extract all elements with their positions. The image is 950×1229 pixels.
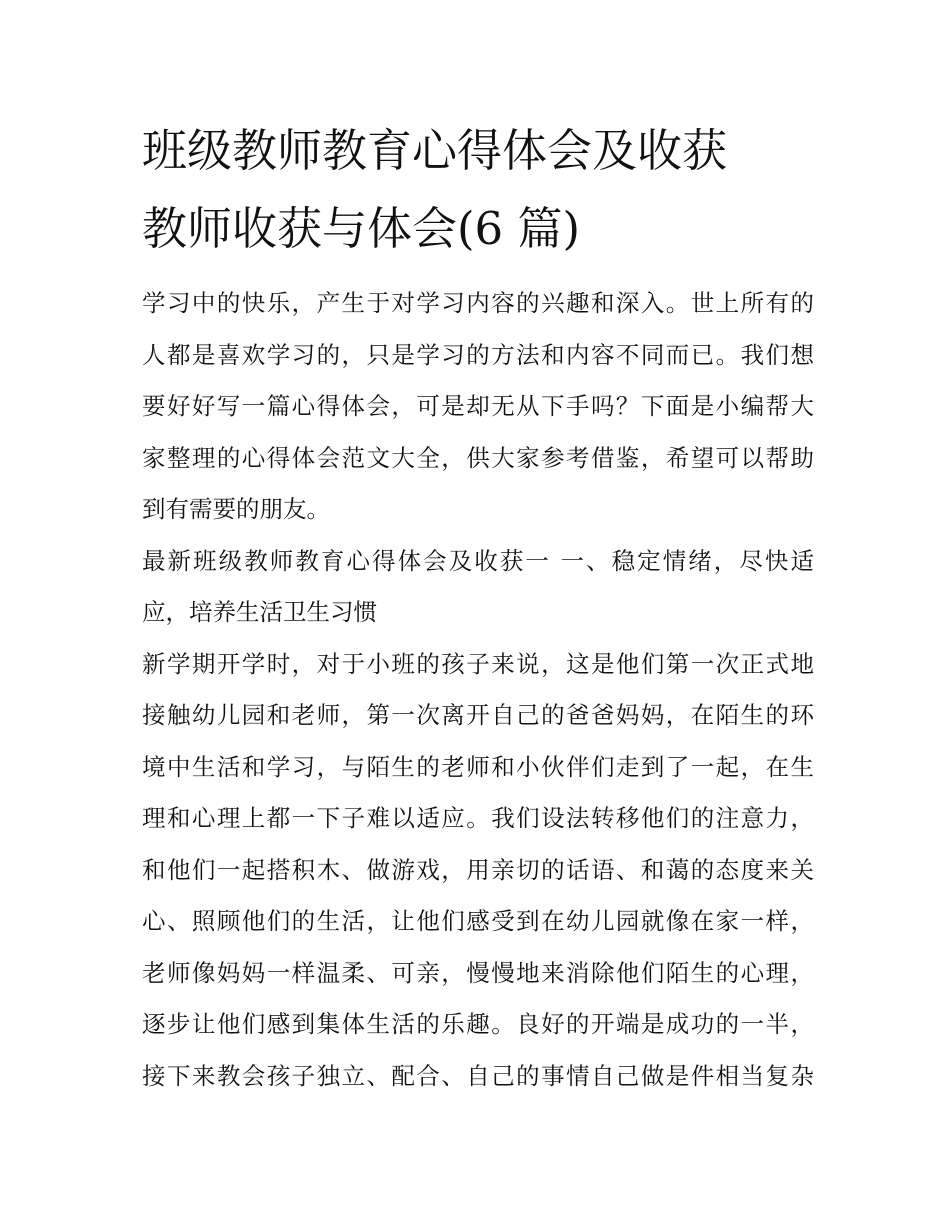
document-title-line-1: 班级教师教育心得体会及收获 [142,124,728,177]
text-line: 学习中的快乐，产生于对学习内容的兴趣和深入。世上所有的 [142,289,814,317]
document-content [142,112,814,1102]
text-line: 人都是喜欢学习的，只是学习的方法和内容不同而已。我们想 [142,340,814,369]
text-line: 理和心理上都一下子难以适应。我们设法转移他们的注意力， [142,804,814,832]
text-line: 心、照顾他们的生活，让他们感受到在幼儿园就像在家一样， [142,907,814,935]
text-line: 境中生活和学习，与陌生的老师和小伙伴们走到了一起，在生 [142,752,814,781]
text-line: 新学期开学时，对于小班的孩子来说，这是他们第一次正式地 [142,649,814,678]
section-heading-paragraph [142,536,814,639]
text-line: 逐步让他们感到集体生活的乐趣。良好的开端是成功的一半， [142,1010,814,1038]
text-line: 应，培养生活卫生习惯 [142,598,377,626]
body-paragraph [142,639,814,1103]
text-line: 老师像妈妈一样温柔、可亲，慢慢地来消除他们陌生的心理， [142,958,814,987]
document-title-line-2: 教师收获与体会(6 篇) [142,202,581,255]
text-line: 到有需要的朋友。 [142,495,330,523]
document-body [142,278,814,1102]
text-line: 最新班级教师教育心得体会及收获一 一、稳定情绪，尽快适 [142,546,814,575]
intro-paragraph [142,278,814,536]
text-line: 和他们一起搭积木、做游戏，用亲切的话语、和蔼的态度来关 [142,855,814,884]
text-line: 接触幼儿园和老师，第一次离开自己的爸爸妈妈，在陌生的环 [142,701,814,729]
text-line: 要好好写一篇心得体会，可是却无从下手吗？下面是小编帮大 [142,392,814,420]
text-line: 家整理的心得体会范文大全，供大家参考借鉴，希望可以帮助 [142,443,814,472]
text-line: 接下来教会孩子独立、配合、自己的事情自己做是件相当复杂 [142,1061,814,1090]
